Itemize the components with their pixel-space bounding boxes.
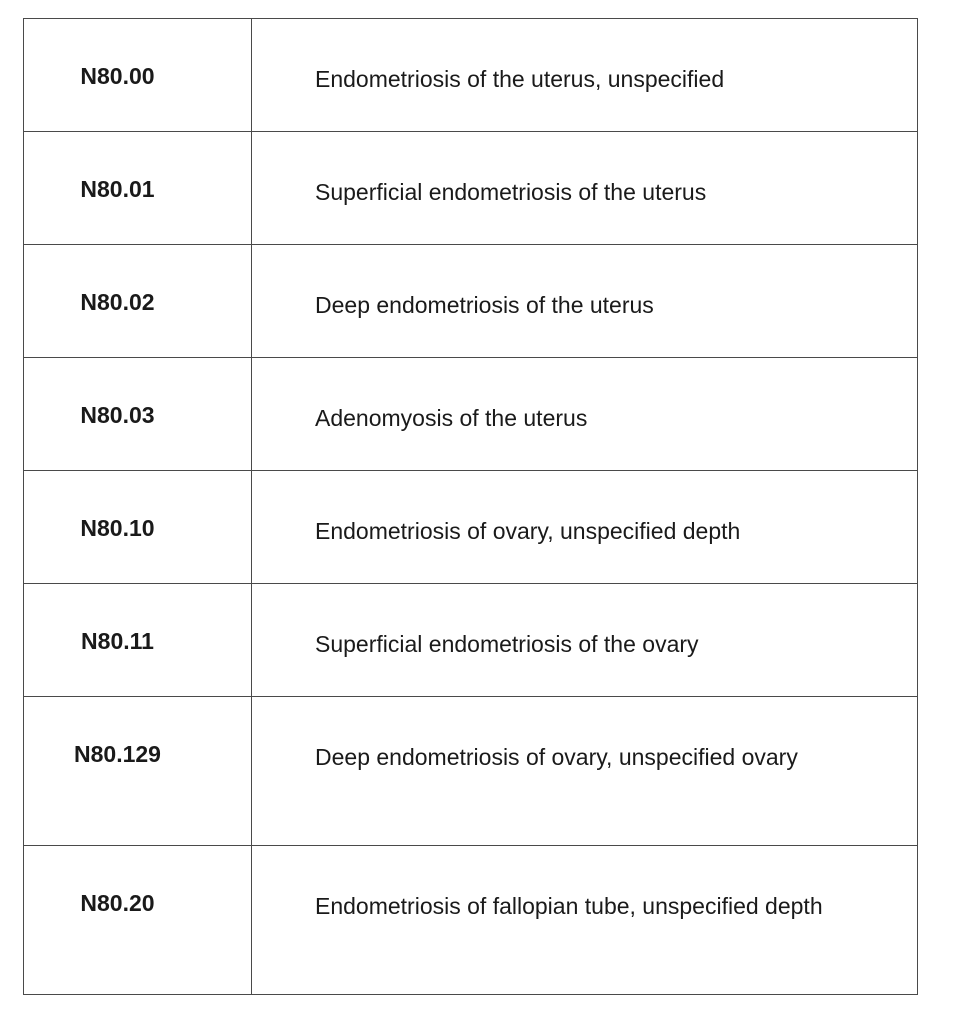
description-text: Endometriosis of ovary, unspecified depth: [315, 518, 741, 544]
code-text: N80.01: [80, 176, 155, 202]
description-cell: [252, 846, 918, 995]
description-cell: [252, 584, 918, 697]
code-text: N80.00: [80, 63, 155, 89]
code-text: N80.129: [74, 741, 161, 767]
description-cell: [252, 19, 918, 132]
table-row: [24, 245, 918, 358]
description-cell: [252, 245, 918, 358]
code-cell: [24, 584, 252, 697]
code-cell: [24, 358, 252, 471]
description-text: Superficial endometriosis of the uterus: [315, 179, 707, 205]
table-row: [24, 584, 918, 697]
description-text: Superficial endometriosis of the ovary: [315, 631, 699, 657]
description-cell: [252, 471, 918, 584]
table-row: [24, 471, 918, 584]
description-cell: [252, 697, 918, 846]
code-cell: [24, 846, 252, 995]
code-text: N80.20: [80, 890, 155, 916]
code-cell: [24, 471, 252, 584]
description-cell: [252, 132, 918, 245]
code-text: N80.03: [80, 402, 155, 428]
code-cell: [24, 245, 252, 358]
code-text: N80.02: [80, 289, 155, 315]
icd-code-table: [23, 18, 918, 995]
table-row: [24, 19, 918, 132]
description-text: Adenomyosis of the uterus: [315, 405, 588, 431]
table-row: [24, 846, 918, 995]
code-text: N80.10: [80, 515, 155, 541]
description-text: Endometriosis of the uterus, unspecified: [315, 66, 725, 92]
table-row: [24, 358, 918, 471]
description-text: Deep endometriosis of the uterus: [315, 292, 654, 318]
description-text: Deep endometriosis of ovary, unspecified ovary: [315, 744, 798, 770]
description-cell: [252, 358, 918, 471]
table-row: [24, 697, 918, 846]
code-cell: [24, 132, 252, 245]
description-text: Endometriosis of fallopian tube, unspecified depth: [315, 893, 823, 919]
table-row: [24, 132, 918, 245]
code-cell: [24, 697, 252, 846]
code-text: N80.11: [81, 628, 154, 654]
code-cell: [24, 19, 252, 132]
